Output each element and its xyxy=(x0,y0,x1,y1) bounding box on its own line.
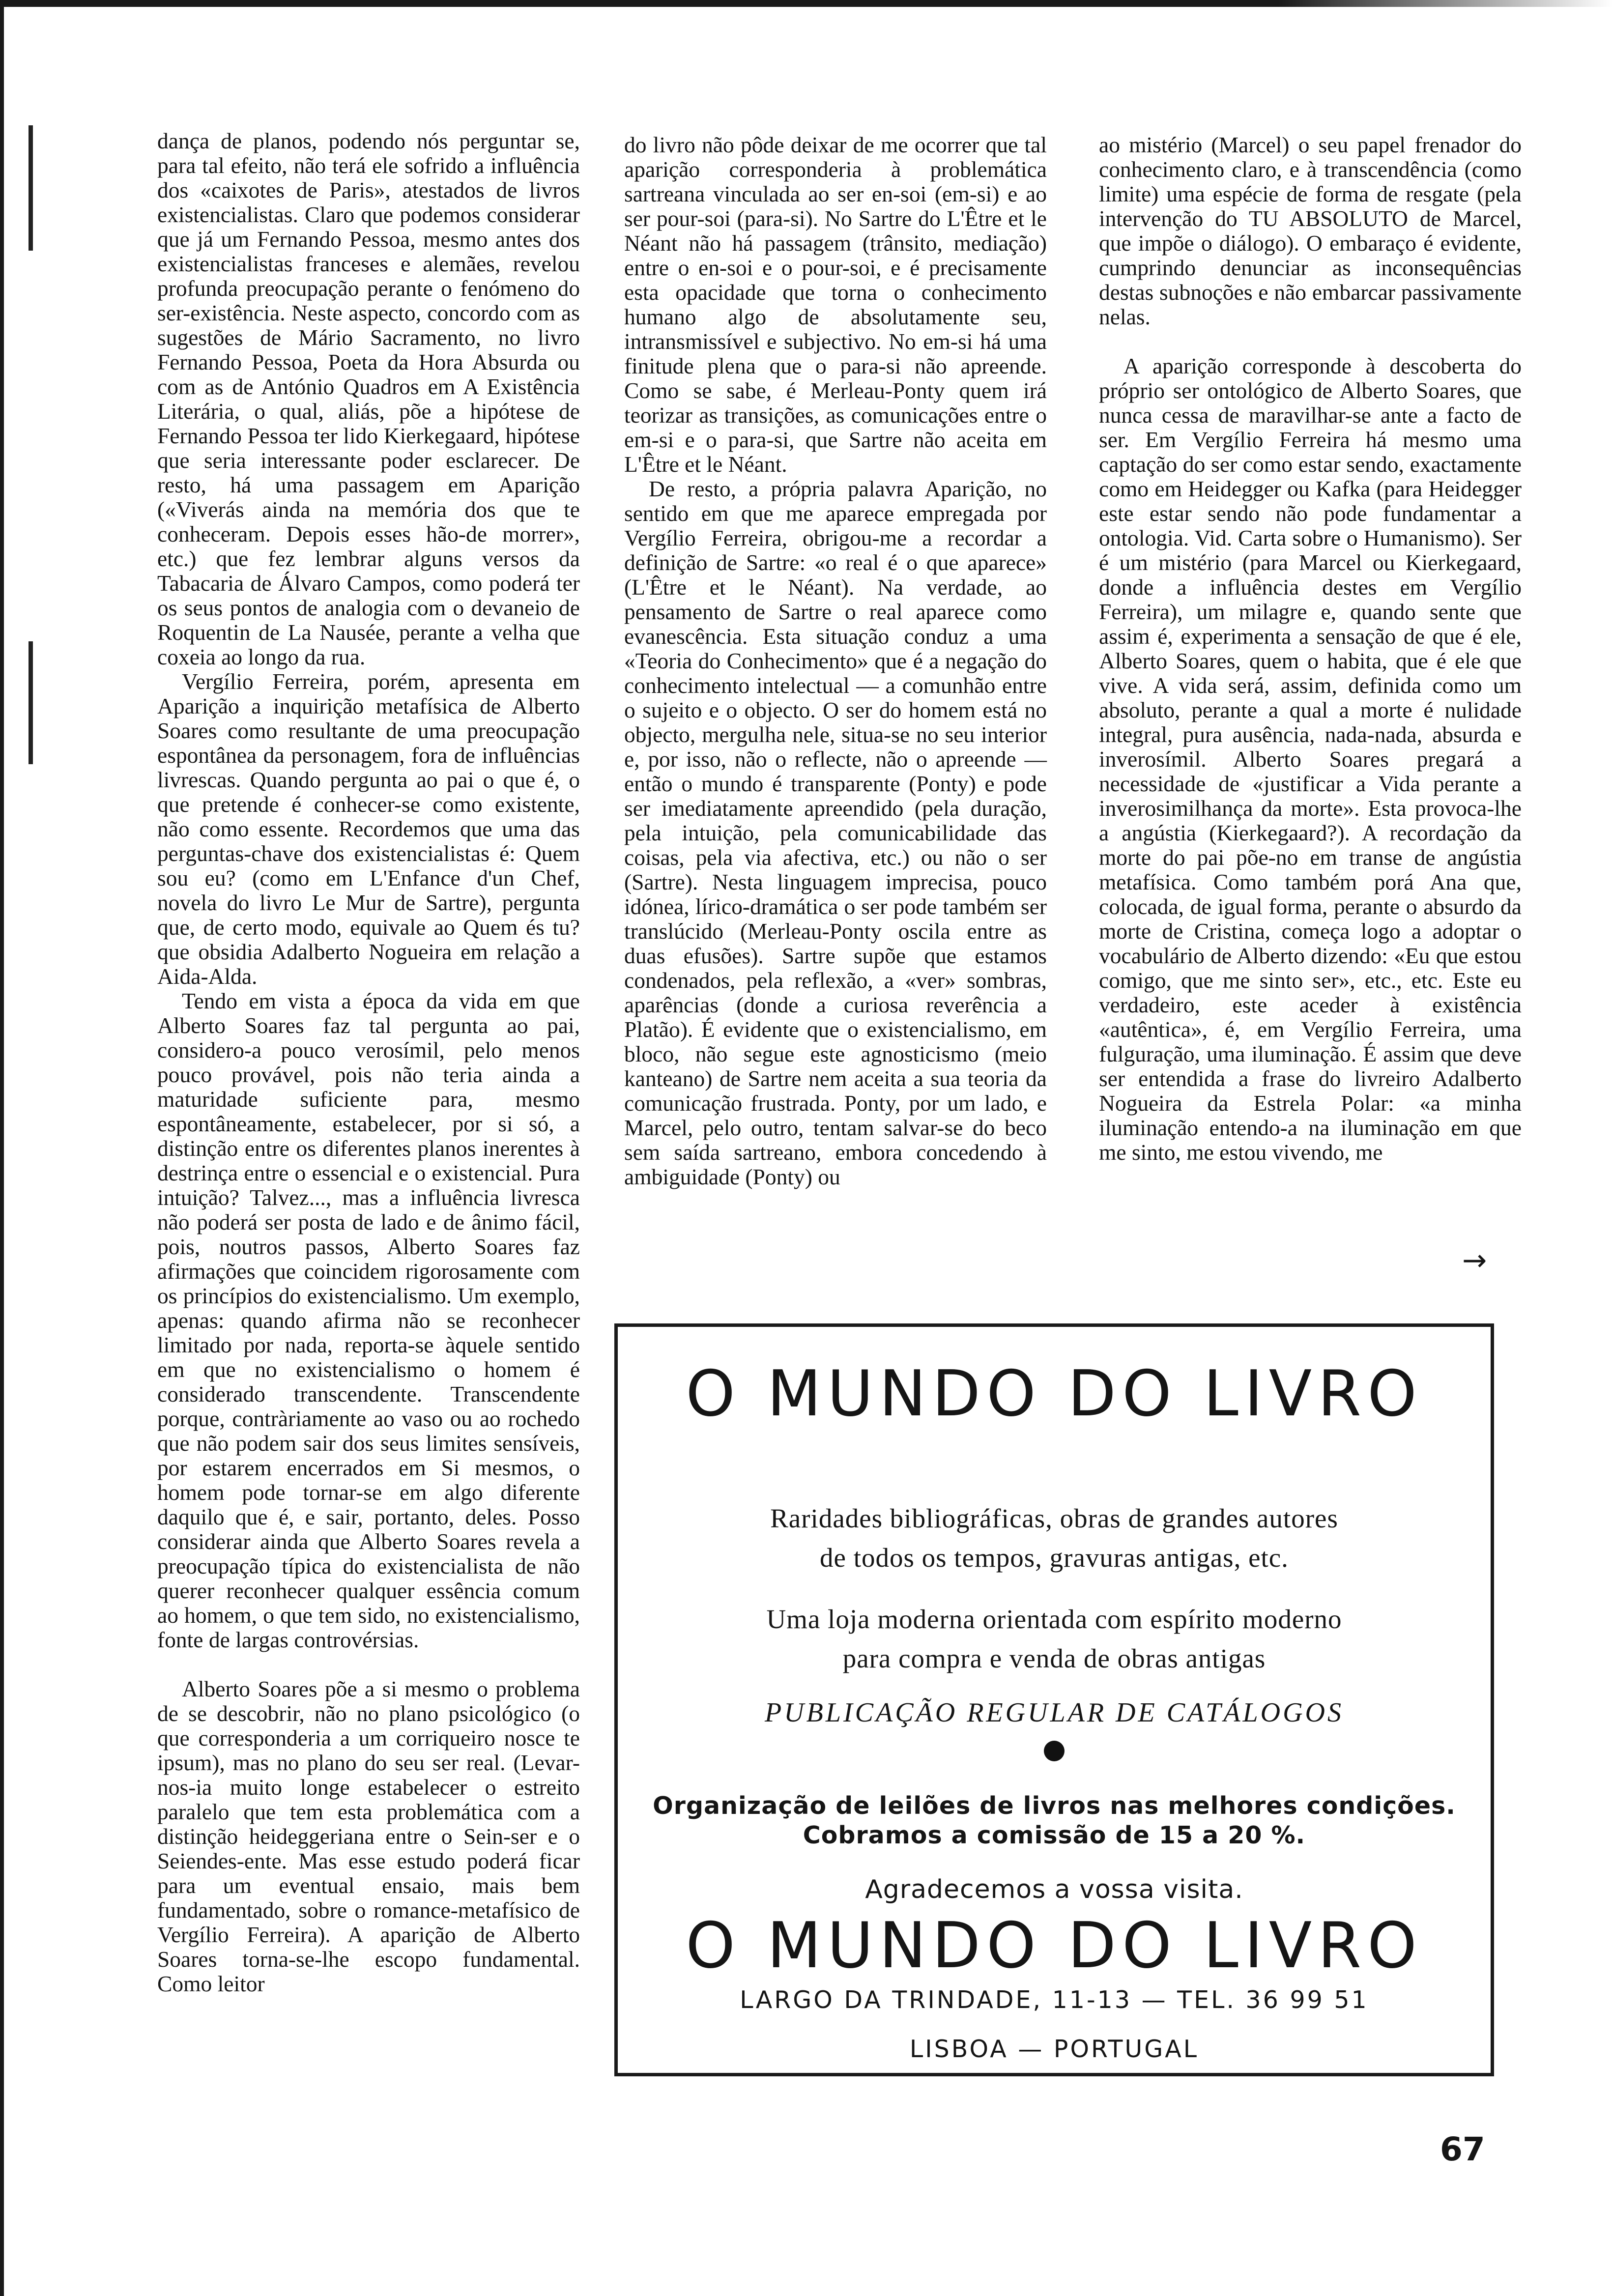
ad-description-line: para compra e venda de obras antigas xyxy=(842,1643,1266,1673)
ad-brand-title: O MUNDO DO LIVRO xyxy=(686,1357,1423,1431)
page-number: 67 xyxy=(1440,2130,1485,2168)
article-column-2 xyxy=(624,133,1047,1189)
margin-mark xyxy=(29,641,33,764)
paragraph: A aparição corresponde à descoberta do próprio ser ontológico de Alberto Soares, que nunca cessa de maravilhar-se ante a facto de ser. Em Vergílio Ferreira há mesmo uma captação do ser como estar sendo, exactamente como em Heidegger ou Kafka (para Heidegger este estar sendo não pode fundamentar a ontologia. Vid. Carta sobre o Humanismo). Ser é um mistério (para Marcel ou Kierkegaard, donde a influência destes em Vergílio Ferreira), um milagre e, quando sente que assim é, experimenta a sensação de que é ele, Alberto Soares, quem o habita, que é ele que vive. A vida será, assim, definida como um absoluto, perante a qual a morte é nulidade integral, pura ausência, nada-nada, absurda e inverosímil. Alberto Soares pregará a necessidade de «justificar a Vida perante a inverosimilhança da morte». Esta provoca-lhe a angústia (Kierkegaard?). A recordação da morte do pai põe-no em transe de angústia metafísica. Como também porá Ana que, colocada, de igual forma, perante o absurdo da morte de Cristina, começa logo a adoptar o vocabulário de Alberto dizendo: «Eu que estou comigo, que me sinto ser», etc., etc. Este eu verdadeiro, este aceder à existência «autêntica», é, em Vergílio Ferreira, uma fulguração, uma iluminação. É assim que deve ser entendida a frase do livreiro Adalberto Nogueira da Estrela Polar: «a minha iluminação entendo-a na iluminação em que me sinto, me estou vivendo, me xyxy=(1099,353,1522,1165)
paragraph: do livro não pôde deixar de me ocorrer que tal aparição corresponderia à problemática sartreana vinculada ao ser en-soi (em-si) e ao ser pour-soi (para-si). No Sartre do L'Être et le Néant não há passagem (trânsito, mediação) entre o en-soi e o pour-soi, e é precisamente esta opacidade que torna o conhecimento humano algo de absolutamente seu, intransmissível e subjectivo. No em-si há uma finitude plena que o para-si não apreende. Como se sabe, é Merleau-Ponty quem irá teorizar as transições, as comunicações entre o em-si e o para-si, que Sartre não aceita em L'Être et le Néant. xyxy=(624,132,1047,477)
article-column-1 xyxy=(157,129,580,1996)
paragraph: ao mistério (Marcel) o seu papel frenador do conhecimento claro, e à transcendência (como limite) uma espécie de forma de resgate (pela intervenção do TU ABSOLUTO de Marcel, que impõe o diálogo). O embaraço é evidente, cumprindo denunciar as inconsequências destas subnoções e não embarcar passivamente nelas. xyxy=(1099,132,1522,329)
ad-city: LISBOA — PORTUGAL xyxy=(909,2035,1199,2063)
continuation-arrow-icon: → xyxy=(1462,1243,1487,1278)
paragraph: Alberto Soares põe a si mesmo o problema de se descobrir, não no plano psicológico (o que corresponderia a um corriqueiro nosce te ipsum), mas no plano do seu ser real. (Levar-nos-ia muito longe estabelecer o estreito paralelo que tem esta problemática com a distinção heideggeriana entre o Sein-ser e o Seiendes-ente. Mas esse estudo poderá ficar para um eventual ensaio, mais bem fundamentado, sobre o romance-metafísico de Vergílio Ferreira). A aparição de Alberto Soares torna-se-lhe escopo fundamental. Como leitor xyxy=(157,1676,580,1996)
left-border-rule xyxy=(0,0,4,2296)
paragraph: Vergílio Ferreira, porém, apresenta em Aparição a inquirição metafísica de Alberto Soares como resultante de uma preocupação espontânea da personagem, fora de influências livrescas. Quando pergunta ao pai o que é, o que pretende é conhecer-se como existente, não como essente. Recordemos que uma das perguntas-chave dos existencialistas é: Quem sou eu? (como em L'Enfance d'un Chef, novela do livro Le Mur de Sartre), pergunta que, de certo modo, equivale ao Quem és tu? que obsidia Adalberto Nogueira em relação a Aida-Alda. xyxy=(157,669,580,989)
top-border-fade xyxy=(1278,0,1612,7)
paragraph: De resto, a própria palavra Aparição, no sentido em que me aparece empregada por Vergílio Ferreira, obrigou-me a recordar a definição de Sartre: «o real é o que aparece» (L'Être et le Néant). Na verdade, ao pensamento de Sartre o real aparece como evanescência. Esta situação conduz a uma «Teoria do Conhecimento» que é a negação do conhecimento intelectual — a comunhão entre o sujeito e o objecto. O ser do homem está no objecto, mergulha nele, situa-se no seu interior e, por isso, não o reflecte, não o apreende — então o mundo é transparente (Ponty) e pode ser imediatamente apreendido (pela duração, pela intuição, pela comunicabilidade das coisas, pela via afectiva, etc.) ou não o ser (Sartre). Nesta linguagem imprecisa, pouco idónea, lírico-dramática o ser pode também ser translúcido (Merleau-Ponty oscila entre as duas efusões). Sartre supõe que estamos condenados, pela reflexão, a «ver» sombras, aparências (donde a curiosa reverência a Platão). É evidente que o existencialismo, em bloco, não segue este agnosticismo (meio kanteano) de Sartre nem aceita a sua teoria da comunicação frustrada. Ponty, por um lado, e Marcel, pelo outro, tentam salvar-se do beco sem saída sartreano, embora concedendo à ambiguidade (Ponty) ou xyxy=(624,476,1047,1189)
ad-auction-line: Organização de leilões de livros nas melhores condições. xyxy=(653,1792,1456,1820)
ad-brand-footer: O MUNDO DO LIVRO xyxy=(686,1909,1423,1982)
ad-description-line: de todos os tempos, gravuras antigas, etc. xyxy=(820,1543,1289,1573)
article-column-3 xyxy=(1099,133,1522,1165)
paragraph: dança de planos, podendo nós perguntar se, para tal efeito, não terá ele sofrido a influência dos «caixotes de Paris», atestados de livros existencialistas. Claro que podemos considerar que já um Fernando Pessoa, mesmo antes dos existencialistas franceses e alemães, revelou profunda preocupação perante o fenómeno do ser-existência. Neste aspecto, concordo com as sugestões de Mário Sacramento, no livro Fernando Pessoa, Poeta da Hora Absurda ou com as de António Quadros em A Existência Literária, o qual, aliás, põe a hipótese de Fernando Pessoa ter lido Kierkegaard, hipótese que seria interessante poder esclarecer. De resto, há uma passagem em Aparição («Viverás ainda na memória dos que te conheceram. Depois esses hão-de morrer», etc.) que fez lembrar alguns versos da Tabacaria de Álvaro Campos, como poderá ter os seus pontos de analogia com o devaneio de Roquentin de La Nausée, perante a velha que coxeia ao longo da rua. xyxy=(157,128,580,669)
paragraph: Tendo em vista a época da vida em que Alberto Soares faz tal pergunta ao pai, considero-a pouco verosímil, pelo menos pouco provável, pois não teria ainda a maturidade suficiente para, mesmo espontâneamente, estabelecer, por si só, a distinção entre os diferentes planos inerentes à destrinça entre o essencial e o existencial. Pura intuição? Talvez..., mas a influência livresca não poderá ser posta de lado e de ânimo fácil, pois, noutros passos, Alberto Soares faz afirmações que coincidem rigorosamente com os princípios do existencialismo. Um exemplo, apenas: quando afirma não se reconhecer limitado por nada, reporta-se àquele sentido em que no existencialismo o homem é considerado transcendente. Transcendente porque, contràriamente ao vaso ou ao rochedo que não podem sair dos seus limites sensíveis, por estarem encerrados em Si mesmos, o homem pode tornar-se em algo diferente daquilo que é, e sair, portanto, deles. Posso considerar ainda que Alberto Soares revela a preocupação típica do existencialista de não querer reconhecer qualquer essência comum ao homem, o que tem sido, no existencialismo, fonte de largas controvérsias. xyxy=(157,988,580,1652)
ad-description-line: Uma loja moderna orientada com espírito moderno xyxy=(766,1604,1342,1634)
ad-address: LARGO DA TRINDADE, 11-13 — TEL. 36 99 51 xyxy=(740,1986,1369,2014)
ad-thanks: Agradecemos a vossa visita. xyxy=(865,1875,1243,1904)
margin-mark xyxy=(29,125,33,251)
ad-description-line: Raridades bibliográficas, obras de grandes autores xyxy=(770,1503,1338,1533)
bullet-icon xyxy=(1044,1741,1065,1761)
ad-commission-line: Cobramos a comissão de 15 a 20 %. xyxy=(803,1821,1306,1849)
ad-catalog-notice: PUBLICAÇÃO REGULAR DE CATÁLOGOS xyxy=(764,1697,1344,1728)
bookshop-advertisement xyxy=(614,1323,1494,2076)
